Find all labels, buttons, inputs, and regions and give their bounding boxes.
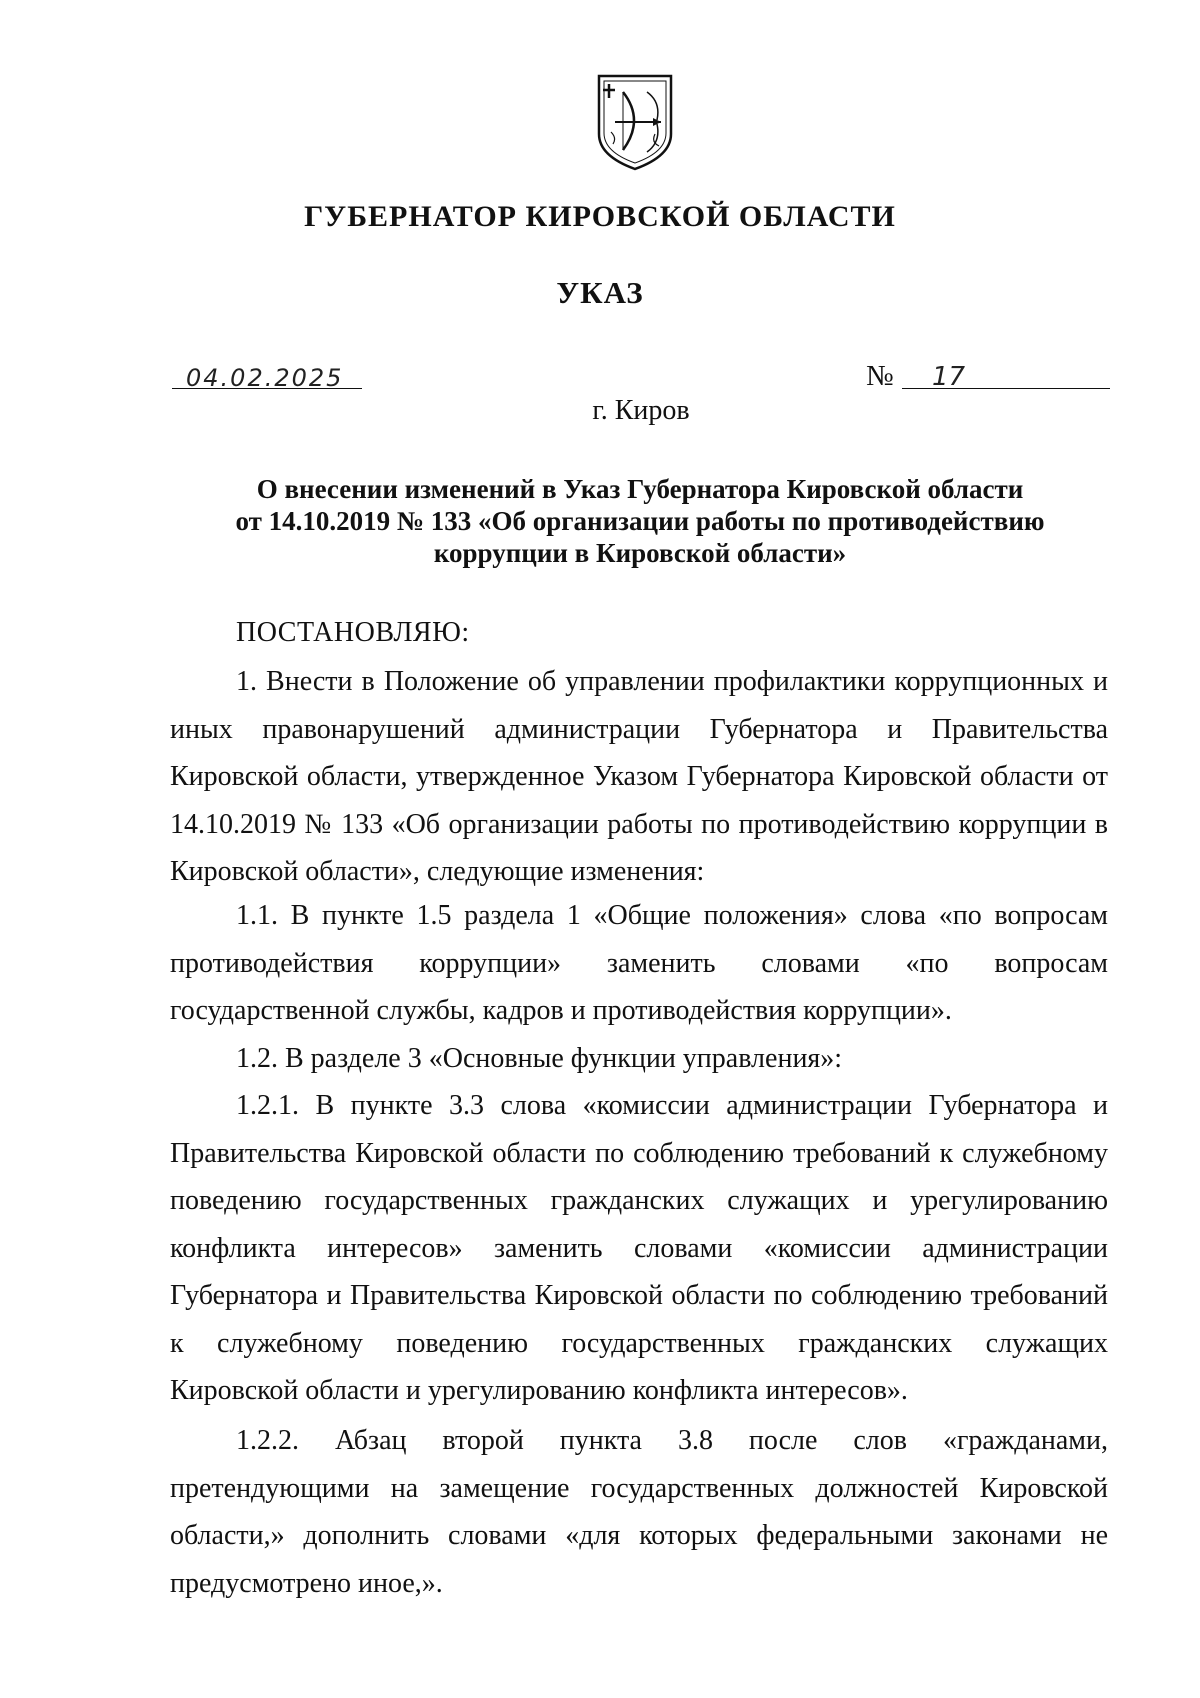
paragraph-1-1: 1.1. В пункте 1.5 раздела 1 «Общие положения» слова «по вопросам противодействия коррупции» заменить словами «по вопросам государственной службы, кадров и противодействия коррупции». [170, 900, 1108, 1026]
title-line: коррупции в Кировской области» [433, 538, 847, 568]
issuing-authority: ГУБЕРНАТОР КИРОВСКОЙ ОБЛАСТИ [304, 200, 896, 233]
paragraph-1: 1. Внести в Положение об управлении профилактики коррупционных и иных правонарушений администрации Губернатора и Правительства Кировской области, утвержденное Указом Губернатора Кировской области от 14.10.2019 № 133 «Об организации работы по противодействию коррупции в Кировской области», следующие изменения: [170, 666, 1108, 887]
number-label: № [866, 360, 894, 392]
title-line: О внесении изменений в Указ Губернатора Кировской области [256, 474, 1024, 504]
paragraph-1-2-2: 1.2.2. Абзац второй пункта 3.8 после слов «гражданами, претендующими на замещение государственных должностей Кировской области,» дополнить словами «для которых федеральными законами не предусмотрено иное,». [170, 1425, 1108, 1599]
paragraph-1-2: 1.2. В разделе 3 «Основные функции управления»: [236, 1043, 843, 1074]
title-line: от 14.10.2019 № 133 «Об организации работы по противодействию [235, 506, 1045, 536]
document-date-field [172, 362, 362, 392]
document-title [172, 473, 1108, 569]
decree-word: ПОСТАНОВЛЯЮ: [236, 617, 470, 648]
document-type: УКАЗ [556, 275, 644, 310]
document-number: 17 [932, 362, 966, 392]
issue-city: г. Киров [592, 395, 690, 426]
document-date: 04.02.2025 [186, 364, 344, 392]
document-number-field [902, 362, 1110, 392]
kirov-coat-of-arms-icon [595, 72, 675, 172]
paragraph-1-2-1: 1.2.1. В пункте 3.3 слова «комиссии администрации Губернатора и Правительства Кировской области по соблюдению требований к служебному поведению государственных гражданских служащих и урегулированию конфликта интересов» заменить словами «комиссии администрации Губернатора и Правительства Кировской области по соблюдению требований к служебному поведению государственных гражданских служащих Кировской области и урегулированию конфликта интересов». [170, 1090, 1108, 1406]
